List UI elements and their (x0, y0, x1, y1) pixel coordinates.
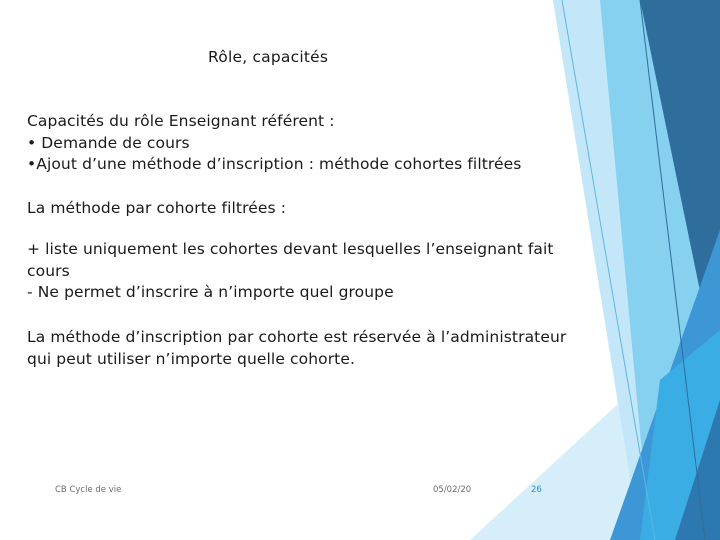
method-detail-line: cours (27, 261, 70, 280)
method-heading-block (27, 198, 587, 220)
method-detail-line: - Ne permet d’inscrire à n’importe quel groupe (27, 283, 394, 301)
capability-item: • Demande de cours (27, 133, 190, 152)
footer-date: 05/02/20 (433, 485, 472, 495)
method-heading: La méthode par cohorte filtrées : (27, 199, 287, 217)
capability-item: •Ajout d’une méthode d’inscription : méthode cohortes filtrées (27, 155, 522, 173)
capabilities-heading: Capacités du rôle Enseignant référent : (27, 112, 335, 130)
method-details-block (27, 239, 587, 304)
method-detail-line: + liste uniquement les cohortes devant lesquelles l’enseignant fait (27, 240, 554, 258)
page-number: 26 (531, 485, 542, 495)
footer-label: CB Cycle de vie (55, 485, 122, 495)
admin-note-line: qui peut utiliser n’importe quelle cohorte. (27, 349, 356, 368)
admin-note-block (27, 327, 587, 370)
slide-title: Rôle, capacités (208, 48, 329, 66)
capabilities-block (27, 111, 587, 176)
admin-note-line: La méthode d’inscription par cohorte est réservée à l’administrateur (27, 328, 567, 346)
